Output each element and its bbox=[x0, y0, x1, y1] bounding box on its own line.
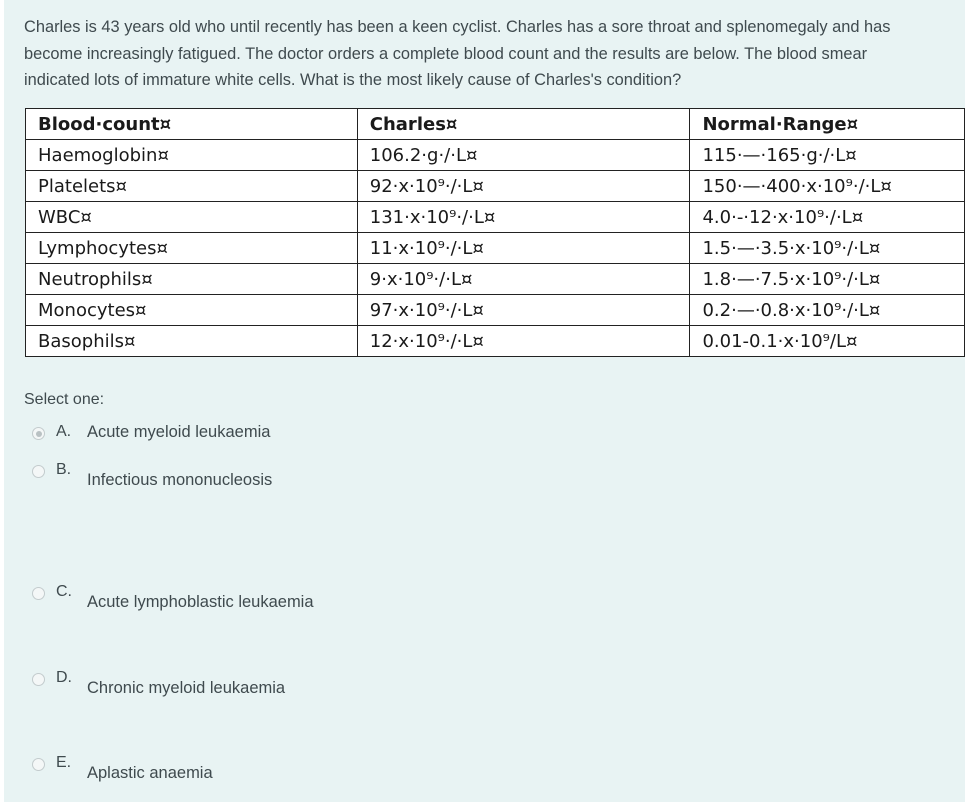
table-row bbox=[26, 295, 965, 326]
option-letter: B. bbox=[56, 461, 72, 478]
table-row bbox=[26, 202, 965, 233]
option-label[interactable]: Chronic myeloid leukaemia bbox=[87, 679, 286, 697]
cell-normal-range: 1.5·—·3.5·x·10⁹·/·L¤ bbox=[690, 233, 965, 264]
option-label[interactable]: Aplastic anaemia bbox=[87, 764, 213, 782]
option-label[interactable]: Infectious mononucleosis bbox=[87, 471, 273, 489]
question-text bbox=[24, 14, 959, 94]
cell-normal-range: 115·—·165·g·/·L¤ bbox=[690, 140, 965, 171]
column-header-normal-range: Normal·Range¤ bbox=[690, 109, 965, 140]
table-row bbox=[26, 326, 965, 357]
cell-charles: 106.2·g·/·L¤ bbox=[357, 140, 690, 171]
radio-button[interactable] bbox=[32, 758, 45, 771]
column-header-blood-count: Blood·count¤ bbox=[26, 109, 358, 140]
option-letter: E. bbox=[56, 754, 72, 771]
option-label[interactable]: Acute lymphoblastic leukaemia bbox=[87, 593, 314, 611]
cell-parameter: Neutrophils¤ bbox=[26, 264, 358, 295]
cell-charles: 12·x·10⁹·/·L¤ bbox=[357, 326, 690, 357]
table-header-row bbox=[26, 109, 965, 140]
option-label[interactable]: Acute myeloid leukaemia bbox=[87, 423, 271, 441]
cell-normal-range: 150·—·400·x·10⁹·/·L¤ bbox=[690, 171, 965, 202]
select-one-label: Select one: bbox=[24, 391, 105, 408]
blood-count-table bbox=[25, 108, 965, 357]
cell-normal-range: 4.0·-·12·x·10⁹·/·L¤ bbox=[690, 202, 965, 233]
cell-parameter: WBC¤ bbox=[26, 202, 358, 233]
question-panel bbox=[4, 0, 965, 802]
cell-parameter: Haemoglobin¤ bbox=[26, 140, 358, 171]
column-header-charles: Charles¤ bbox=[357, 109, 690, 140]
cell-parameter: Monocytes¤ bbox=[26, 295, 358, 326]
cell-charles: 11·x·10⁹·/·L¤ bbox=[357, 233, 690, 264]
cell-normal-range: 0.2·—·0.8·x·10⁹·/·L¤ bbox=[690, 295, 965, 326]
cell-normal-range: 1.8·—·7.5·x·10⁹·/·L¤ bbox=[690, 264, 965, 295]
radio-button[interactable] bbox=[32, 427, 45, 440]
table-row bbox=[26, 233, 965, 264]
cell-parameter: Platelets¤ bbox=[26, 171, 358, 202]
cell-parameter: Basophils¤ bbox=[26, 326, 358, 357]
question-line: indicated lots of immature white cells. What is the most likely cause of Charles's condition? bbox=[24, 71, 682, 89]
cell-parameter: Lymphocytes¤ bbox=[26, 233, 358, 264]
radio-button[interactable] bbox=[32, 673, 45, 686]
radio-button[interactable] bbox=[32, 587, 45, 600]
question-line: Charles is 43 years old who until recently has been a keen cyclist. Charles has a sore throat and splenomegaly and has bbox=[24, 18, 891, 36]
cell-charles: 92·x·10⁹·/·L¤ bbox=[357, 171, 690, 202]
radio-button[interactable] bbox=[32, 465, 45, 478]
cell-normal-range: 0.01-0.1·x·10⁹/L¤ bbox=[690, 326, 965, 357]
option-letter: D. bbox=[56, 669, 72, 686]
cell-charles: 9·x·10⁹·/·L¤ bbox=[357, 264, 690, 295]
table-row bbox=[26, 140, 965, 171]
cell-charles: 97·x·10⁹·/·L¤ bbox=[357, 295, 690, 326]
option-letter: A. bbox=[56, 423, 72, 440]
cell-charles: 131·x·10⁹·/·L¤ bbox=[357, 202, 690, 233]
option-letter: C. bbox=[56, 583, 72, 600]
table-row bbox=[26, 171, 965, 202]
question-line: become increasingly fatigued. The doctor orders a complete blood count and the results are below. The blood smear bbox=[24, 44, 868, 63]
table-row bbox=[26, 264, 965, 295]
